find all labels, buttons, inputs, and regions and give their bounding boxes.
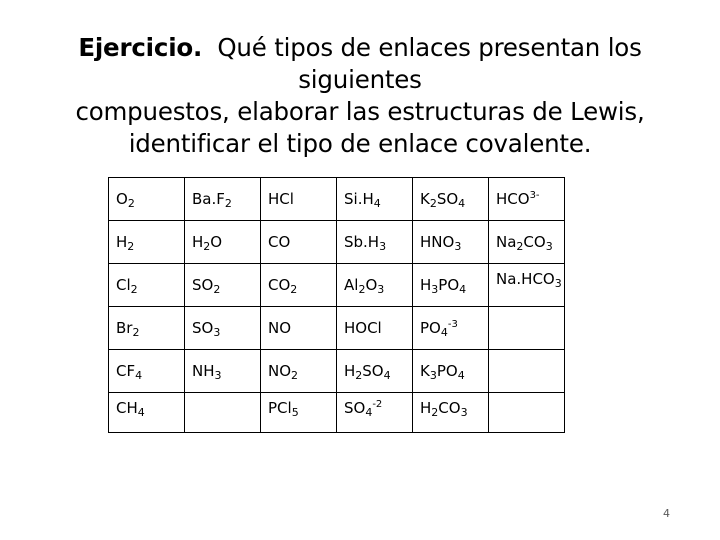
formula-subscript: 4	[457, 369, 465, 382]
formula-subscript: 2	[203, 240, 211, 253]
formula-subscript: 2	[429, 197, 437, 210]
compound-cell	[185, 307, 261, 350]
formula-text: PO	[438, 276, 460, 294]
formula-text: Al	[344, 276, 359, 294]
formula-subscript: 4	[383, 369, 391, 382]
compound-cell	[489, 178, 565, 221]
formula-subscript: 2	[291, 369, 299, 382]
title-line-1	[20, 32, 700, 96]
compound-cell	[489, 307, 565, 350]
formula-subscript: 3	[454, 240, 462, 253]
compound-cell	[337, 350, 413, 393]
formula-text: SO	[192, 276, 214, 294]
formula-text: CO	[523, 233, 546, 251]
formula-text: NO	[268, 319, 292, 337]
formula-subscript: 4	[440, 326, 448, 339]
compound-cell	[109, 307, 185, 350]
formula-text: H	[420, 399, 432, 417]
formula-subscript: 4	[135, 369, 143, 382]
compound-cell	[185, 393, 261, 433]
compound-cell	[413, 221, 489, 264]
compounds-table	[108, 177, 565, 433]
compounds-table-body	[109, 178, 565, 433]
formula-text: HCO	[496, 190, 530, 208]
formula-text: O	[365, 276, 378, 294]
compound-cell	[489, 264, 565, 307]
formula-subscript: 2	[355, 369, 363, 382]
title-line-2: compuestos, elaborar las estructuras de Lewis,	[75, 97, 645, 126]
formula-text: SO	[192, 319, 214, 337]
formula-subscript: 4	[137, 406, 145, 419]
compound-cell	[337, 393, 413, 433]
compound-cell	[109, 393, 185, 433]
formula-subscript: 4	[458, 197, 466, 210]
compound-cell	[337, 264, 413, 307]
formula-text: PO	[436, 362, 458, 380]
compound-cell	[109, 221, 185, 264]
formula-text: O	[116, 190, 128, 208]
formula-text: Si.H	[344, 190, 374, 208]
formula-subscript: 3	[379, 240, 387, 253]
formula-subscript: 3	[214, 369, 222, 382]
formula-subscript: 2	[127, 197, 135, 210]
formula-subscript: 3	[429, 369, 437, 382]
table-row	[109, 307, 565, 350]
compound-cell	[337, 178, 413, 221]
compound-cell	[261, 393, 337, 433]
compound-cell	[413, 178, 489, 221]
compound-cell	[185, 350, 261, 393]
formula-text: K	[420, 362, 430, 380]
formula-text: SO	[344, 399, 366, 417]
formula-subscript: 2	[132, 326, 140, 339]
formula-text: CO	[438, 399, 461, 417]
formula-text: Ba.F	[192, 190, 225, 208]
formula-text: HNO	[420, 233, 455, 251]
formula-subscript: 2	[516, 240, 524, 253]
compound-cell	[337, 307, 413, 350]
compound-cell	[109, 264, 185, 307]
table-row	[109, 393, 565, 433]
formula-text: CH	[116, 399, 138, 417]
formula-text: CF	[116, 362, 136, 380]
formula-text: PO	[420, 319, 441, 337]
formula-subscript: 3	[377, 283, 385, 296]
formula-text: NO	[268, 362, 292, 380]
formula-text: Na.HCO	[496, 270, 555, 288]
compound-cell	[261, 178, 337, 221]
formula-subscript: 4	[459, 283, 467, 296]
formula-subscript: 2	[224, 197, 232, 210]
compound-cell	[185, 221, 261, 264]
compound-cell	[261, 221, 337, 264]
formula-text: H	[116, 233, 128, 251]
formula-text: H	[420, 276, 432, 294]
compound-cell	[413, 307, 489, 350]
formula-text: HOCl	[344, 319, 382, 337]
formula-superscript: -3	[447, 319, 458, 330]
formula-subscript: 5	[291, 406, 299, 419]
compound-cell	[413, 264, 489, 307]
title-line-1-rest: Qué tipos de enlaces presentan los siguientes	[217, 33, 642, 94]
formula-text: SO	[436, 190, 459, 208]
formula-subscript: 2	[127, 240, 135, 253]
formula-superscript: 3-	[529, 190, 540, 201]
formula-text: NH	[192, 362, 215, 380]
table-row	[109, 178, 565, 221]
formula-text: SO	[362, 362, 384, 380]
formula-subscript: 2	[290, 283, 298, 296]
formula-text: Sb.H	[344, 233, 380, 251]
formula-text: CO	[268, 276, 291, 294]
formula-subscript: 3	[431, 283, 439, 296]
compound-cell	[185, 264, 261, 307]
formula-subscript: 2	[130, 283, 138, 296]
compound-cell	[413, 393, 489, 433]
compound-cell	[109, 178, 185, 221]
formula-text: Cl	[116, 276, 131, 294]
compound-cell	[109, 350, 185, 393]
formula-text: O	[210, 233, 223, 251]
formula-subscript: 3	[213, 326, 221, 339]
formula-text: Na	[496, 233, 517, 251]
formula-subscript: 2	[358, 283, 366, 296]
formula-superscript: -2	[372, 399, 383, 410]
formula-subscript: 3	[460, 406, 468, 419]
compound-cell	[489, 393, 565, 433]
formula-subscript: 4	[365, 406, 373, 419]
table-row	[109, 264, 565, 307]
compound-cell	[489, 350, 565, 393]
formula-subscript: 4	[373, 197, 381, 210]
formula-text: Br	[116, 319, 133, 337]
formula-text: HCl	[268, 190, 294, 208]
compound-cell	[261, 307, 337, 350]
formula-text: CO	[268, 233, 291, 251]
formula-text: PCl	[268, 399, 292, 417]
compound-cell	[413, 350, 489, 393]
page-number: 4	[663, 507, 670, 520]
formula-text: K	[420, 190, 430, 208]
formula-subscript: 3	[545, 240, 553, 253]
title-lead: Ejercicio.	[78, 33, 203, 62]
table-row	[109, 221, 565, 264]
compound-cell	[489, 221, 565, 264]
table-row	[109, 350, 565, 393]
compound-cell	[337, 221, 413, 264]
title-line-3: identificar el tipo de enlace covalente.	[128, 129, 592, 158]
formula-subscript: 2	[431, 406, 439, 419]
formula-text: H	[192, 233, 204, 251]
compound-cell	[261, 350, 337, 393]
formula-text: H	[344, 362, 356, 380]
slide-title	[20, 32, 700, 160]
compound-cell	[261, 264, 337, 307]
formula-subscript: 3	[554, 277, 562, 290]
formula-subscript: 2	[213, 283, 221, 296]
compound-cell	[185, 178, 261, 221]
